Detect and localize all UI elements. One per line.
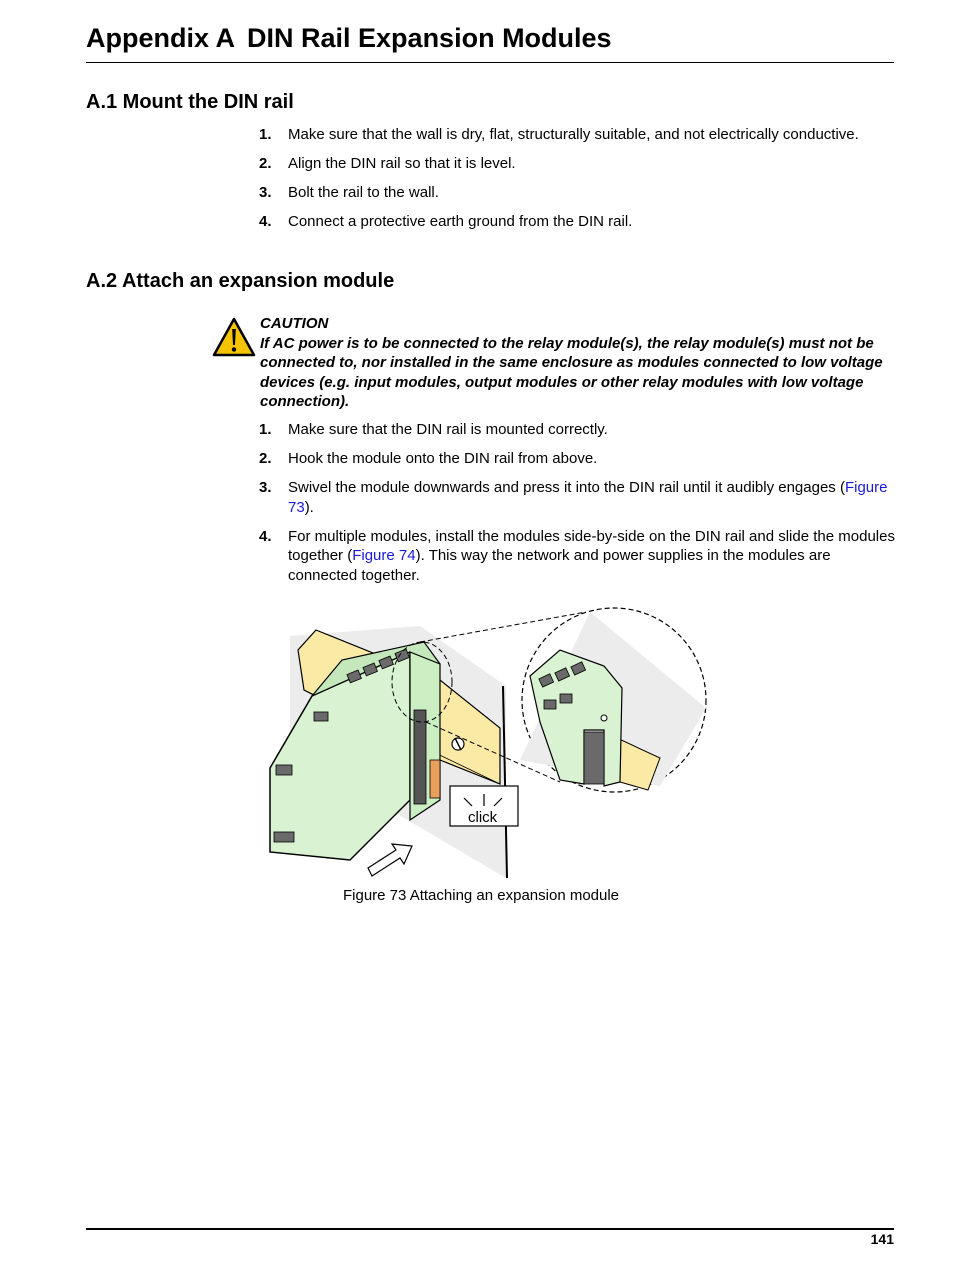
click-label: click bbox=[468, 809, 498, 826]
din-rail-module-illustration bbox=[262, 604, 712, 886]
mount-steps-list bbox=[259, 125, 895, 241]
footer-rule bbox=[86, 1228, 894, 1230]
list-item: 3. Bolt the rail to the wall. bbox=[259, 184, 439, 201]
caution-label: CAUTION bbox=[260, 315, 329, 332]
list-item: 4. Connect a protective earth ground from the DIN rail. bbox=[259, 213, 633, 230]
list-item: 1. Make sure that the wall is dry, flat, structurally suitable, and not electrically conductive. bbox=[259, 126, 859, 143]
section-heading-mount: A.1 Mount the DIN rail bbox=[86, 91, 294, 113]
page-number: 141 bbox=[870, 1231, 894, 1247]
warning-triangle-icon bbox=[212, 316, 256, 358]
module-slot bbox=[414, 710, 426, 804]
appendix-title: DIN Rail Expansion Modules bbox=[247, 23, 612, 53]
list-item: 4. For multiple modules, install the modules side-by-side on the DIN rail and slide the modules together (Figure 74). This way the network and power supplies in the modules are connected together. bbox=[259, 527, 895, 584]
figure-caption: Figure 73 Attaching an expansion module bbox=[343, 887, 620, 904]
list-item: 2. Hook the module onto the DIN rail from above. bbox=[259, 450, 598, 467]
figure-74-link[interactable]: Figure 74 bbox=[352, 547, 416, 564]
list-item: 3. Swivel the module downwards and press it into the DIN rail until it audibly engages (Figure 73). bbox=[259, 479, 888, 516]
list-item: 1. Make sure that the DIN rail is mounted correctly. bbox=[259, 421, 608, 438]
module-latch bbox=[430, 760, 440, 798]
figure-73-link[interactable]: Figure 73 bbox=[288, 479, 888, 516]
caution-text: If AC power is to be connected to the relay module(s), the relay module(s) must not be connected to, nor installed in the same enclosure as modules connected to low voltage devices (e.g. input modules, output modules or other relay modules with low voltage connection). bbox=[260, 334, 883, 410]
press-arrow-icon bbox=[368, 844, 412, 876]
attach-steps-list bbox=[259, 420, 895, 595]
list-item: 2. Align the DIN rail so that it is level. bbox=[259, 155, 516, 172]
caution-box bbox=[212, 314, 896, 412]
appendix-label: Appendix A bbox=[86, 23, 236, 53]
section-heading-attach: A.2 Attach an expansion module bbox=[86, 270, 395, 292]
page-title bbox=[86, 18, 894, 63]
